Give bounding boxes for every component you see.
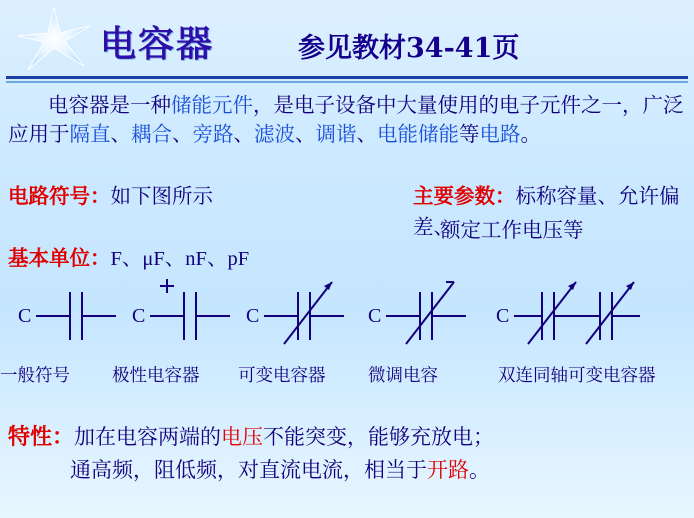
features-line2-b: 。 — [469, 458, 490, 482]
spec-param-value: 标称容量、允许偏差、 — [413, 186, 680, 239]
spec-symbol-group — [8, 182, 413, 213]
svg-text:C: C — [18, 305, 32, 327]
intro-seg4: 。 — [520, 124, 541, 146]
spec-row-symbol — [8, 182, 686, 244]
features-line1-b: 不能突变，能够充放电； — [263, 425, 495, 449]
spec-unit-label: 基本单位： — [8, 248, 111, 270]
header-divider-light — [6, 81, 688, 83]
capacitor-dual-gang-caption: 双连同轴可变电容器 — [498, 365, 656, 385]
features-line-1 — [8, 420, 686, 454]
spec-param-label: 主要参数： — [413, 186, 516, 208]
intro-seg2: ，是电子设备中大量使用的电子元件之一，广泛应用于 — [8, 95, 684, 146]
features-line2-a: 通高频，阻低频，对直流电流，相当于 — [70, 458, 427, 482]
header-divider-dark — [6, 76, 688, 79]
svg-text:C: C — [246, 305, 260, 327]
capacitor-variable-symbol — [240, 252, 360, 362]
intro-keyword-c: 旁路 — [192, 124, 234, 146]
intro-sep3: 、 — [233, 124, 254, 146]
features-label: 特性： — [8, 424, 75, 449]
page-title: 电容器 — [100, 23, 215, 65]
intro-keyword-e: 调谐 — [315, 124, 357, 146]
intro-keyword-b: 耦合 — [131, 124, 172, 146]
intro-keyword-g: 电路 — [479, 124, 521, 146]
intro-keyword-d: 滤波 — [254, 124, 295, 146]
spec-unit-value: F、μF、nF、pF — [110, 248, 250, 270]
capacitor-trimmer-symbol — [362, 252, 482, 362]
intro-keyword-storage: 储能元件 — [171, 95, 253, 117]
capacitor-general-symbol — [6, 252, 126, 362]
features-keyword-voltage: 电压 — [221, 425, 264, 449]
intro-paragraph — [8, 92, 686, 150]
svg-text:C: C — [132, 305, 146, 327]
svg-text:C: C — [368, 305, 382, 327]
intro-sep1: 、 — [110, 124, 131, 146]
spec-symbol-value: 如下图所示 — [110, 186, 213, 208]
capacitor-symbol-row — [0, 252, 694, 402]
capacitor-general-caption: 一般符号 — [0, 365, 70, 385]
features-line1-a: 加在电容两端的 — [74, 425, 222, 449]
intro-sep5: 、 — [356, 124, 377, 146]
slide-header — [0, 0, 694, 84]
intro-seg3: 等 — [459, 124, 480, 146]
intro-sep4: 、 — [295, 124, 316, 146]
page-subtitle: 参见教材34-41页 — [298, 33, 520, 64]
intro-keyword-a: 隔直 — [69, 124, 111, 146]
intro-keyword-f: 电能储能 — [377, 124, 459, 146]
intro-seg1: 电容器是一种 — [48, 95, 171, 117]
star-burst-icon — [18, 8, 90, 74]
features-line-2 — [8, 454, 686, 487]
features-keyword-open-circuit: 开路 — [427, 458, 469, 482]
capacitor-variable-caption: 可变电容器 — [238, 365, 326, 385]
capacitor-polarized-symbol — [120, 252, 240, 362]
intro-sep2: 、 — [172, 124, 193, 146]
capacitor-dual-gang-symbol — [490, 252, 690, 362]
features-block — [8, 420, 686, 487]
svg-text:C: C — [496, 305, 510, 327]
capacitor-polarized-caption: 极性电容器 — [112, 365, 200, 385]
spec-symbol-label: 电路符号： — [8, 186, 111, 208]
capacitor-trimmer-caption: 微调电容 — [368, 365, 438, 385]
spec-param-value-line2: 额定工作电压等 — [440, 220, 584, 242]
